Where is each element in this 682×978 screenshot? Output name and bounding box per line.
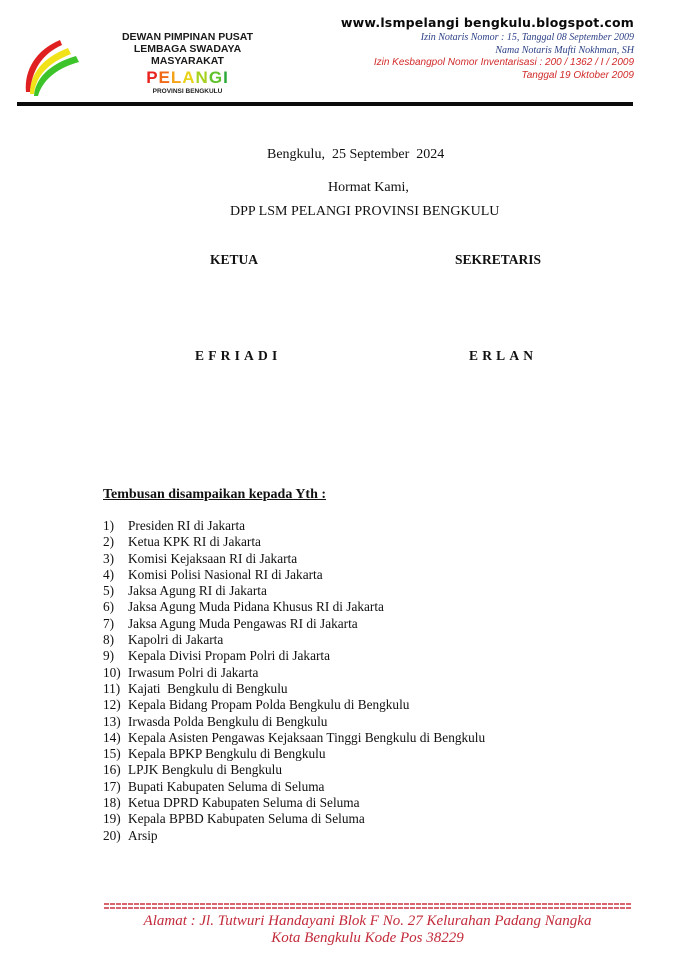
signatory-role-secretary: SEKRETARIS [455, 252, 542, 267]
list-item-text: Ketua DPRD Kabupaten Seluma di Seluma [128, 795, 360, 811]
signatory-role-chairman: KETUA [210, 252, 259, 267]
list-item-text: Komisi Polisi Nasional RI di Jakarta [128, 566, 323, 582]
list-item-text: Arsip [128, 827, 158, 843]
list-item-text: Kepala Divisi Propam Polri di Jakarta [128, 648, 330, 664]
sender-organization: DPP LSM PELANGI PROVINSI BENGKULU [230, 204, 500, 219]
brand-letter: E [158, 68, 171, 87]
list-item [103, 616, 485, 632]
kesbangpol-permit-line: Izin Kesbangpol Nomor Inventarisasi : 200 / 1362 / I / 2009 [373, 57, 634, 68]
list-item-number: 6) [103, 599, 115, 615]
list-item [103, 551, 485, 567]
list-item-text: Kepala BPBD Kabupaten Seluma di Seluma [128, 811, 365, 827]
org-province: PROVINSI BENGKULU [152, 88, 223, 95]
brand-letter: L [170, 68, 183, 87]
cc-recipient-list [103, 518, 485, 844]
list-item-number: 16) [103, 762, 121, 778]
footer-address-line1: Alamat : Jl. Tutwuri Handayani Blok F No. 27 Kelurahan Padang Nangka [143, 913, 592, 929]
list-item-text: Kepala Asisten Pengawas Kejaksaan Tinggi Bengkulu di Bengkulu [128, 729, 486, 745]
list-item-number: 20) [103, 827, 121, 843]
brand-letter: I [223, 68, 229, 87]
list-item-number: 5) [103, 583, 115, 599]
list-item [103, 518, 485, 534]
list-item-number: 19) [103, 811, 121, 827]
notary-permit-line: Izin Notaris Nomor : 15, Tanggal 08 September 2009 [420, 32, 634, 43]
logo-arc-green [34, 56, 79, 96]
org-brand-pelangi [100, 68, 275, 87]
list-item-text: Kepala Bidang Propam Polda Bengkulu di Bengkulu [128, 697, 410, 713]
list-item [103, 730, 485, 746]
list-item [103, 599, 485, 615]
list-item [103, 534, 485, 550]
list-item [103, 795, 485, 811]
list-item-number: 13) [103, 713, 121, 729]
brand-letter: A [182, 68, 196, 87]
list-item-text: Kajati Bengkulu di Bengkulu [128, 680, 288, 696]
list-item-text: LPJK Bengkulu di Bengkulu [128, 762, 283, 778]
organization-logo [18, 30, 88, 100]
list-item [103, 746, 485, 762]
brand-letter: G [208, 68, 224, 87]
list-item-text: Kapolri di Jakarta [128, 632, 224, 648]
kesbangpol-date-line: Tanggal 19 Oktober 2009 [521, 69, 634, 81]
list-item [103, 779, 485, 795]
letter-closing: Hormat Kami, [328, 180, 409, 195]
list-item-text: Jaksa Agung RI di Jakarta [128, 583, 267, 599]
list-item [103, 811, 485, 827]
list-item-number: 11) [103, 680, 121, 696]
list-item [103, 828, 485, 844]
list-item-number: 10) [103, 664, 121, 680]
list-item-number: 15) [103, 746, 121, 762]
header-divider [17, 102, 633, 106]
list-item-text: Irwasda Polda Bengkulu di Bengkulu [128, 713, 328, 729]
footer-divider [104, 903, 631, 909]
list-item-text: Jaksa Agung Muda Pidana Khusus RI di Jakarta [128, 599, 384, 615]
registration-info-block [341, 15, 634, 82]
org-type-name: LEMBAGA SWADAYA MASYARAKAT [133, 43, 242, 67]
list-item [103, 697, 485, 713]
list-item-text: Komisi Kejaksaan RI di Jakarta [128, 550, 298, 566]
notary-name-line: Nama Notaris Mufti Nokhman, SH [495, 45, 634, 56]
list-item-number: 7) [103, 615, 115, 631]
list-item [103, 762, 485, 778]
list-item-text: Bupati Kabupaten Seluma di Seluma [128, 778, 325, 794]
list-item-text: Irwasum Polri di Jakarta [128, 664, 259, 680]
list-item [103, 583, 485, 599]
list-item-number: 1) [103, 518, 115, 533]
list-item [103, 665, 485, 681]
list-item-text: Kepala BPKP Bengkulu di Bengkulu [128, 746, 326, 762]
list-item-number: 9) [103, 648, 115, 664]
list-item [103, 714, 485, 730]
list-item-number: 14) [103, 729, 121, 745]
organization-name-block [100, 31, 275, 96]
list-item-text: Ketua KPK RI di Jakarta [128, 534, 261, 550]
cc-heading: Tembusan disampaikan kepada Yth : [103, 487, 327, 502]
list-item-number: 3) [103, 550, 115, 566]
list-item-number: 4) [103, 566, 115, 582]
signatory-name-secretary: ERLAN [469, 348, 538, 363]
footer-address-line2: Kota Bengkulu Kode Pos 38229 [271, 930, 464, 946]
signatory-name-chairman: EFRIADI [195, 348, 282, 363]
rainbow-arc-icon [18, 30, 88, 100]
list-item-number: 12) [103, 697, 121, 713]
website-link[interactable]: www.lsmpelangi bengkulu.blogspot.com [340, 15, 634, 30]
list-item-number: 8) [103, 632, 115, 648]
brand-letter: N [195, 68, 209, 87]
list-item-text: Jaksa Agung Muda Pengawas RI di Jakarta [128, 615, 358, 631]
org-council-name: DEWAN PIMPINAN PUSAT [121, 31, 254, 43]
list-item-number: 2) [103, 534, 115, 550]
list-item [103, 648, 485, 664]
list-item-text: Presiden RI di Jakarta [128, 518, 246, 533]
letter-date: Bengkulu, 25 September 2024 [267, 147, 445, 162]
list-item-number: 17) [103, 778, 121, 794]
brand-letter: P [146, 68, 159, 87]
list-item-number: 18) [103, 795, 121, 811]
list-item [103, 567, 485, 583]
list-item [103, 632, 485, 648]
list-item [103, 681, 485, 697]
